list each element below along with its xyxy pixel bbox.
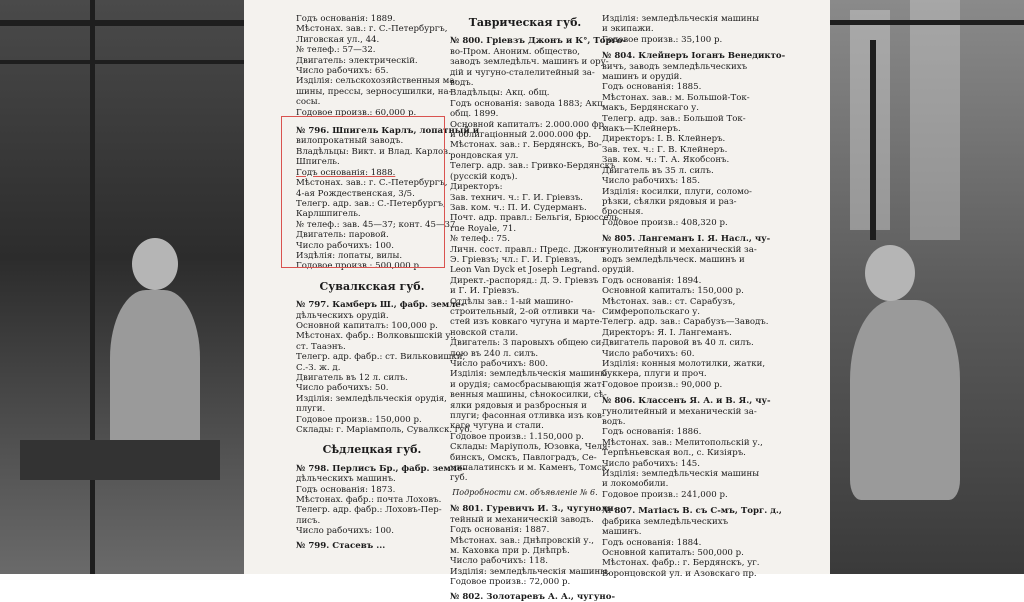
text-line: стей изъ ковкаго чугуна и марте- (450, 317, 603, 328)
text-line: Годъ основанія: 1886. (602, 427, 702, 438)
text-line: рѣзки, сѣялки рядовыя и раз- (602, 196, 737, 207)
text-line: Годъ основанія: 1873. (296, 484, 396, 495)
text-line: орудій. (602, 265, 635, 276)
text-line: Двигатель: 3 паровыхъ общею си- (450, 338, 605, 349)
text-line: Мѣстонах. зав.: Мелитопольскій у., (602, 437, 763, 448)
text-line: дій и чугуно-сталелитейный за- (450, 67, 595, 78)
text-line: тейный и механическій заводъ. (450, 514, 594, 525)
text-line: бинскъ, Омскъ, Павлоградъ, Се- (450, 452, 597, 463)
text-line: Шпигель. (296, 157, 340, 168)
text-line: дѣльческихъ машинъ. (296, 474, 396, 485)
text-line: сосы. (296, 97, 321, 108)
entry-797 (296, 300, 473, 436)
text-line: Двигатель: паровой. (296, 230, 389, 241)
entry-title: № 796. Шпигель Карлъ, лопатный и (296, 126, 480, 137)
text-line: Мѣстонах. зав.: Днѣпровскій у., (450, 535, 594, 546)
text-line: Годовое произв.: 35,100 р. (602, 34, 723, 45)
text-line: Директ.-распоряд.: Д. Э. Гріевзъ (450, 275, 599, 286)
text-line: Склады: Маріуполь, Юзовка, Челя- (450, 442, 611, 453)
text-line: Изділія: земледѣльческія машины (602, 469, 760, 480)
text-line: Годовое произв.: 1.150,000 р. (450, 431, 584, 442)
text-line: лою въ 240 л. силъ. (450, 348, 539, 359)
text-line: Годъ основанія: 1887. (450, 525, 550, 536)
text-line: Мѣстонах. фабр.: Волковышскій у., (296, 331, 456, 342)
text-line: Личн. сост. правл.: Предс. Джонъ (450, 244, 605, 255)
text-line: Телегр. адр. фабр.: Лоховъ-Пер- (296, 505, 442, 516)
text-line: плуги. (296, 404, 326, 415)
text-line: общ. 1899. (450, 109, 499, 120)
founding-year-line: Годъ основанія: 1888. (296, 167, 396, 178)
text-line: Двигатель паровой въ 40 л. силъ. (602, 338, 754, 349)
text-line: и орудія; самосбрасывающія жат- (450, 379, 605, 390)
text-line: rue Royale, 71. (450, 223, 517, 234)
entry-800 (450, 36, 627, 484)
text-line: Почт. адр. правл.: Бельгія, Брюссель, (450, 213, 622, 224)
entry-title: № 798. Перлисъ Бр., фабр. земле- (296, 463, 466, 474)
text-line: Число рабочихъ: 100. (296, 240, 395, 251)
text-line: буккера, плуги и проч. (602, 369, 707, 380)
text-line: макъ—Клейнеръ. (602, 124, 681, 135)
text-line: Директоръ: (450, 182, 503, 193)
text-line: Владѣльцы: Акц. общ. (450, 88, 550, 99)
entry-title: № 805. Лангеманъ І. Я. Насл., чу- (602, 234, 771, 245)
text-line: Двигатель въ 12 л. силъ. (296, 373, 408, 383)
text-line: № телеф.: зав. 45—37; конт. 45—37. (296, 219, 459, 230)
text-line: Мѣстонах. фабр.: почта Лоховъ. (296, 495, 442, 506)
text-line: Телегр. адр. зав.: Сарабузъ—Заводъ. (602, 317, 769, 328)
text-line: Телегр. адр. фабр.: ст. Вильковишки, (296, 352, 466, 363)
section-heading: Сувалкская губ. (319, 279, 425, 293)
text-line: ст. Тааэнъ. (296, 341, 346, 352)
text-line: С.-З. ж. д. (296, 362, 341, 373)
text-line: Изділія: земледѣльческія машины (450, 369, 608, 380)
vertical-pipe (870, 40, 876, 240)
entry-806 (602, 396, 771, 500)
text-line: Воронцовской ул. и Азовскаго пр. (602, 568, 757, 579)
text-line: водъ. (602, 417, 626, 428)
text-line: Число рабочихъ: 50. (296, 383, 389, 394)
text-line: рондовская ул. (450, 150, 519, 161)
text-line: шины, прессы, зерносушилки, на- (296, 86, 452, 97)
overhead-pipe (0, 20, 244, 26)
text-line: вичъ, заводъ земледѣльческихъ (602, 61, 748, 72)
text-line: Терпѣньевская вол., с. Кизіяръ. (602, 448, 746, 459)
entry-795-tail (296, 14, 458, 118)
text-line: водъ. (450, 78, 474, 89)
text-line: Годъ основанія: 1894. (602, 275, 702, 286)
text-line: Число рабочихъ: 65. (296, 66, 389, 77)
text-line: Зав. ком. ч.: П. И. Судерманъ. (450, 202, 587, 213)
text-line: Годовое произв.: 500,000 р. (296, 261, 422, 272)
text-line: Зав. ком. ч.: Т. А. Якобсонъ. (602, 155, 730, 166)
worker-figure (850, 300, 960, 500)
text-line: водъ земледѣльческ. машинъ и (602, 254, 745, 265)
text-line: заводъ земледѣльч. машинъ и ору- (450, 57, 609, 68)
entry-805 (602, 234, 771, 390)
text-line: Двигатель: электрическій. (296, 55, 418, 66)
text-line: Число рабочихъ: 800. (450, 359, 549, 369)
text-line: 4-ая Рождественская, 3/5. (296, 188, 415, 199)
left-factory-photo (0, 0, 244, 574)
entry-title: № 800. Гріевзъ Джонъ и К°, Торго- (450, 36, 627, 47)
section-heading: Сѣдлецкая губ. (322, 443, 422, 457)
entry-803-tail (602, 14, 760, 45)
text-line: Издѣлія: лопаты, вилы. (296, 250, 403, 261)
text-line: № телеф.: 75. (450, 234, 511, 245)
text-line: Основной капиталъ: 100,000 р. (296, 320, 438, 331)
text-line: Мѣстонах. фабр.: г. Бердянскъ, уг. (602, 558, 760, 569)
text-line: бросныя. (602, 207, 644, 218)
text-line: фабрика земледѣльческихъ (602, 516, 729, 527)
text-line: Отдѣлы зав.: 1-ый машино- (450, 296, 574, 307)
text-line: Двигатель въ 35 л. силъ. (602, 165, 714, 176)
entry-807 (602, 506, 782, 579)
text-line: Годовое произв.: 90,000 р. (602, 379, 723, 390)
text-line: и облигаціонный 2.000.000 фр. (450, 130, 592, 141)
entry-799-title: № 799. Стасевъ ... (296, 540, 386, 551)
text-line: плуги; фасонная отливка изъ ков- (450, 411, 605, 422)
text-line: Основной капиталъ: 500,000 р. (602, 547, 744, 558)
directory-page (244, 0, 830, 602)
text-line: Основной капиталъ: 150,000 р. (602, 286, 744, 297)
text-line: гунолитейный и механическій за- (602, 406, 757, 417)
text-line: Годъ основанія: 1884. (602, 537, 702, 548)
text-line: ялки рядовыя и разбросныя и (450, 400, 587, 411)
entry-title: № 801. Гуревичъ И. З., чугуноли- (450, 504, 618, 515)
text-line: макъ, Бердянскаго у. (602, 103, 699, 114)
text-line: Мѣстонах. зав.: м. Большой-Ток- (602, 92, 750, 103)
text-line: Годовое произв.: 72,000 р. (450, 577, 571, 588)
entry-title: № 806. Классенъ Я. А. и В. Я., чу- (602, 396, 771, 407)
text-line: вилопрокатный заводъ. (296, 136, 404, 147)
text-line: Телегр. адр. зав.: Гривко-Бердянскъ (450, 161, 616, 172)
text-line: Мѣстонах. зав.: г. С.-Петербургъ, (296, 178, 448, 189)
section-heading: Таврическая губ. (468, 16, 582, 29)
text-line: Мѣстонах. зав.: ст. Сарабузъ, (602, 296, 736, 307)
text-line: машинъ и орудій. (602, 72, 683, 83)
text-line: Годовое произв.: 150,000 р. (296, 414, 422, 425)
workbench (20, 440, 220, 480)
text-line: Изділія: земледѣльческія машины. (450, 566, 610, 577)
text-line: Изділія: сельскохозяйственныя ма- (296, 76, 458, 87)
entry-title: № 804. Клейнеръ Іоганъ Венедикто- (602, 51, 786, 62)
text-line: каго чугуна и стали. (450, 421, 544, 432)
worker-figure (110, 290, 200, 460)
text-line: Изділія: земледѣльческія машины (602, 14, 760, 24)
text-line: и локомобили. (602, 479, 669, 490)
text-line: Симферопольскаго у. (602, 306, 701, 317)
right-factory-photo (830, 0, 1024, 574)
text-line: Число рабочихъ: 60. (602, 348, 695, 359)
overhead-pipe (0, 60, 244, 64)
text-line: и Г. И. Гріевзъ. (450, 286, 520, 297)
overhead-pipe (830, 20, 1024, 25)
text-line: Изділія: косилки, плуги, соломо- (602, 186, 752, 197)
text-line: № телеф.: 57—32. (296, 45, 376, 56)
text-line: Карлшпигель. (296, 209, 361, 220)
text-line: лисъ. (296, 515, 321, 526)
text-line: Число рабочихъ: 145. (602, 458, 701, 469)
entry-title: № 797. Камберъ Ш., фабр. земле- (296, 300, 465, 311)
entry-801 (450, 504, 618, 588)
worker-head (132, 238, 178, 290)
text-line: Leon Van Dyck et Joseph Legrand. (450, 265, 600, 276)
factory-window (910, 0, 960, 240)
text-line: Директоръ: Я. І. Лангеманъ. (602, 327, 732, 338)
text-line: (русскій кодъ). (450, 171, 518, 182)
entry-804 (602, 51, 786, 228)
text-line: Годъ основанія: завода 1883; Акц. (450, 98, 606, 109)
text-line: Изділія: земледѣльческія орудія, (296, 393, 447, 404)
text-line: м. Каховка при р. Днѣпрѣ. (450, 545, 570, 556)
text-line: Мѣстонах. зав.: г. С.-Петербургъ, (296, 24, 448, 35)
text-line: Телегр. адр. зав.: Большой Ток- (602, 113, 746, 124)
advertisement-note: Подробности см. объявленіе № 6. (452, 487, 598, 497)
text-line: Годъ основанія: 1889. (296, 14, 396, 24)
text-line: Склады: г. Маріамполь, Сувалкск. губ. (296, 425, 473, 436)
text-line: Директоръ: І. В. Клейнеръ. (602, 134, 726, 145)
column-2 (450, 14, 627, 602)
text-line: Годовое произв.: 60,000 р. (296, 107, 417, 118)
text-line: новской стали. (450, 327, 519, 338)
entry-802-title: № 802. Золотаревъ А. А., чугуно- (450, 591, 616, 602)
text-line: строительный, 2-ой отливки ча- (450, 306, 596, 317)
highlight-box (281, 116, 445, 268)
text-line: во-Пром. Аноним. общество, (450, 46, 580, 57)
text-line: венныя машины, сѣнокосилки, сѣ- (450, 390, 607, 401)
text-line: Зав. технич. ч.: Г. И. Гріевзъ. (450, 192, 583, 203)
text-line: Основной капиталъ: 2.000.000 фр. (450, 119, 607, 130)
text-line: и экипажи. (602, 24, 654, 35)
text-line: Годовое произв.: 241,000 р. (602, 489, 728, 500)
text-line: Изділія: конныя молотилки, жатки, (602, 359, 766, 369)
text-line: Мѣстонах. зав.: г. Бердянскъ, Во- (450, 140, 602, 151)
text-line: Э. Гріевзъ; чл.: Г. И. Гріевзъ, (450, 254, 583, 265)
text-line: Число рабочихъ: 118. (450, 556, 549, 567)
text-line: Лиговская ул., 44. (296, 34, 380, 45)
vertical-pipe (90, 0, 95, 574)
text-line: машинъ. (602, 527, 642, 538)
text-line: гунолитейный и механическій за- (602, 244, 757, 255)
text-line: Годъ основанія: 1885. (602, 82, 702, 93)
text-line: Годовое произв.: 408,320 р. (602, 217, 728, 228)
entry-title: № 807. Матіасъ В. съ С-мъ, Торг. д., (602, 506, 782, 517)
text-line: дѣльческихъ орудій. (296, 310, 389, 321)
text-line: Число рабочихъ: 100. (296, 526, 395, 537)
text-line: Владѣльцы: Викт. и Влад. Карлов. (296, 146, 451, 157)
text-line: Телегр. адр. зав.: С.-Петербургъ, (296, 198, 446, 209)
worker-head (865, 245, 915, 301)
column-3 (602, 14, 786, 583)
text-line: Зав. тех. ч.: Г. В. Клейнеръ. (602, 144, 728, 155)
text-line: Число рабочихъ: 185. (602, 176, 701, 187)
text-line: мипалатинскъ и м. Каменъ, Томск. (450, 463, 610, 474)
text-line: губ. (450, 473, 468, 484)
